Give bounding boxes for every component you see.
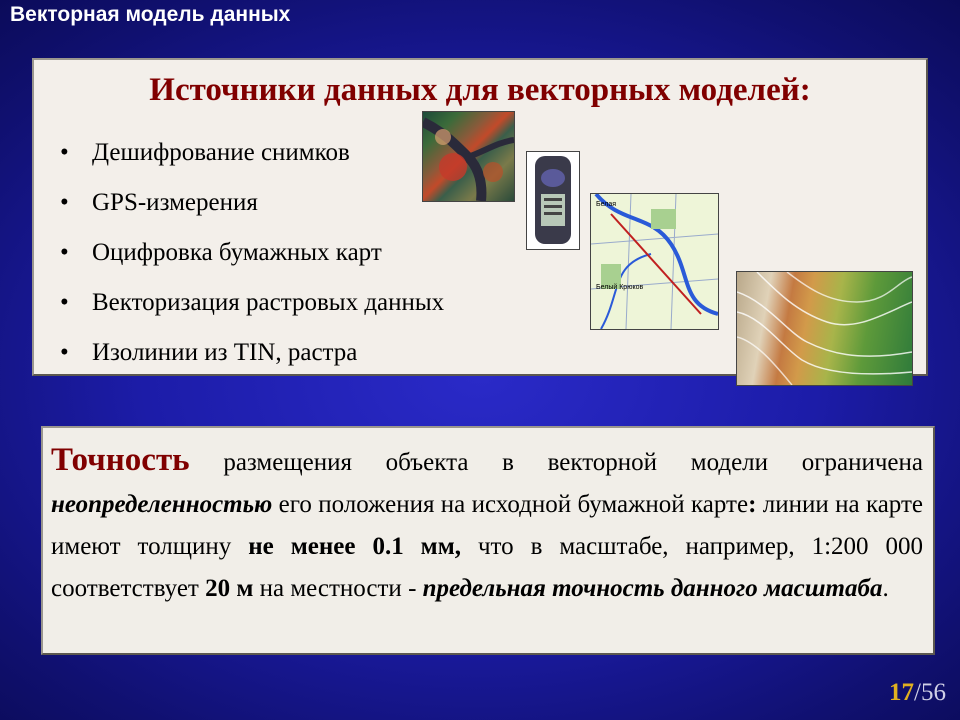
bullet-icon: • [60, 239, 69, 266]
accuracy-panel [41, 426, 935, 655]
list-item-label: Дешифрование снимков [92, 139, 350, 166]
ground-distance-value: 20 м [205, 575, 254, 602]
bullet-icon: • [60, 189, 69, 216]
scale-accuracy-term: предельная точность данного масштаба [422, 575, 883, 602]
bullet-icon: • [60, 139, 69, 166]
slide-number [889, 679, 946, 707]
list-item [60, 188, 444, 238]
bullet-icon: • [60, 289, 69, 316]
satellite-image [422, 111, 515, 202]
text-run: на местности - [253, 575, 423, 602]
map-label: Белый Крюков [596, 284, 644, 291]
accuracy-keyword: Точность [51, 442, 190, 478]
contour-raster-image [736, 271, 913, 386]
current-slide: 17 [889, 679, 915, 706]
list-item [60, 138, 444, 188]
list-item-label: Изолинии из TIN, растра [92, 339, 358, 366]
slide-title: Векторная модель данных [10, 3, 291, 26]
text-run: линии на карте имеют толщину [51, 491, 923, 560]
sources-heading: Источники данных для векторных моделей: [149, 72, 811, 108]
total-slides: /56 [914, 679, 946, 706]
gps-device-image [526, 151, 580, 250]
list-item-label: Векторизация растровых данных [92, 289, 445, 316]
text-run: размещения объекта в векторной модели ограничена [189, 449, 923, 476]
text-run: . [882, 575, 889, 602]
list-item [60, 338, 444, 388]
paper-map-image [590, 193, 719, 330]
text-run: : [748, 491, 757, 518]
text-run: его положения на исходной бумажной карте [272, 491, 749, 518]
thickness-value: не менее 0.1 мм, [248, 533, 461, 560]
text-run: что в масштабе, например, 1:200 000 соответствует [51, 533, 923, 602]
list-item [60, 288, 444, 338]
list-item-label: Оцифровка бумажных карт [92, 239, 382, 266]
map-label: Белая [596, 201, 617, 208]
sources-list [60, 138, 444, 388]
uncertainty-term: неопределенностью [51, 491, 273, 518]
accuracy-paragraph [51, 439, 923, 610]
list-item [60, 238, 444, 288]
bullet-icon: • [60, 339, 69, 366]
list-item-label: GPS-измерения [92, 189, 258, 216]
